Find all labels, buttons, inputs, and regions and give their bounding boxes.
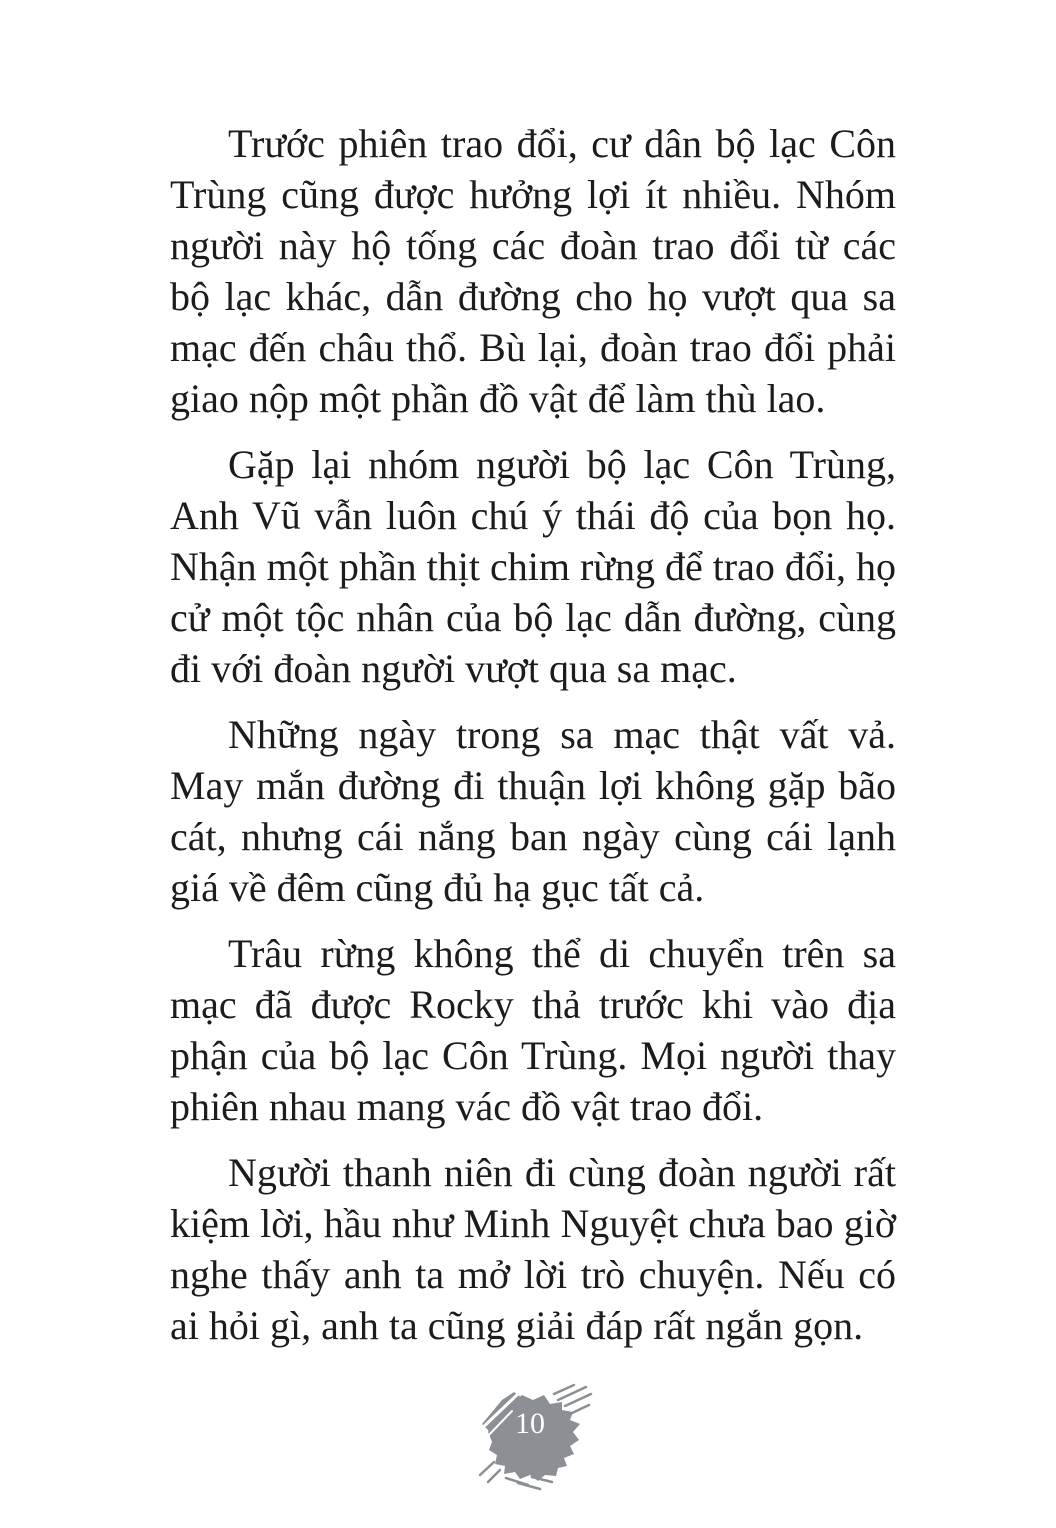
paragraph: Những ngày trong sa mạc thật vất vả. May mắn đường đi thuận lợi không gặp bão cát, nhưng cái nắng ban ngày cùng cái lạnh giá về đêm cũng đủ hạ gục tất cả. <box>170 712 896 910</box>
page-number: 10 <box>515 1407 545 1440</box>
paragraph: Trước phiên trao đổi, cư dân bộ lạc Côn Trùng cũng được hưởng lợi ít nhiều. Nhóm người này hộ tống các đoàn trao đổi từ các bộ lạc khác, dẫn đường cho họ vượt qua sa mạc đến châu thổ. Bù lại, đoàn trao đổi phải giao nộp một phần đồ vật để làm thù lao. <box>170 121 896 421</box>
paragraph: Gặp lại nhóm người bộ lạc Côn Trùng, Anh Vũ vẫn luôn chú ý thái độ của bọn họ. Nhận một phần thịt chim rừng để trao đổi, họ cử một tộc nhân của bộ lạc dẫn đường, cùng đi với đoàn người vượt qua sa mạc. <box>170 442 896 691</box>
paragraph: Trâu rừng không thể di chuyển trên sa mạc đã được Rocky thả trước khi vào địa phận của bộ lạc Côn Trùng. Mọi người thay phiên nhau mang vác đồ vật trao đổi. <box>170 931 896 1129</box>
page-text <box>170 118 896 1366</box>
page-number-badge <box>470 1382 600 1494</box>
paragraph: Người thanh niên đi cùng đoàn người rất kiệm lời, hầu như Minh Nguyệt chưa bao giờ nghe thấy anh ta mở lời trò chuyện. Nếu có ai hỏi gì, anh ta cũng giải đáp rất ngắn gọn. <box>170 1150 896 1348</box>
